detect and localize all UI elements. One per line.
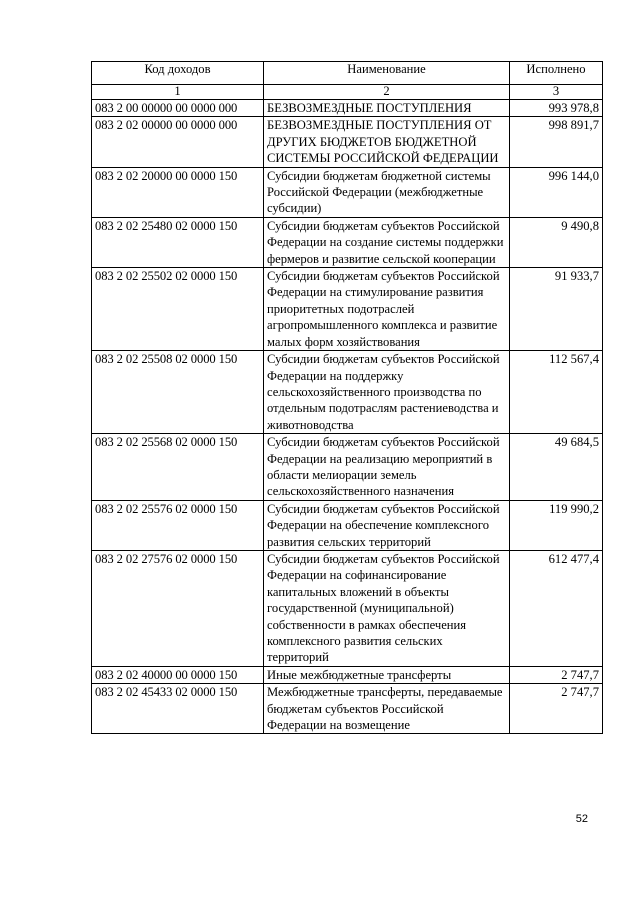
executed-value-cell: 112 567,4 [510,351,603,434]
executed-value-cell: 2 747,7 [510,684,603,734]
executed-value-cell: 993 978,8 [510,100,603,117]
revenue-name-cell: Субсидии бюджетам субъектов Российской Федерации на обеспечение комплексного развития сельских территорий [264,500,510,550]
table-row [92,217,603,267]
executed-value-cell: 9 490,8 [510,217,603,267]
revenue-code-cell: 083 2 02 25502 02 0000 150 [92,268,264,351]
revenue-name-cell: Субсидии бюджетам субъектов Российской Федерации на софинансирование капитальных вложений в объекты государственной (муниципальной) собственности в рамках обеспечения комплексного развития сельских территорий [264,550,510,666]
executed-value-cell: 998 891,7 [510,117,603,167]
revenue-code-cell: 083 2 02 45433 02 0000 150 [92,684,264,734]
revenue-name-cell: Субсидии бюджетам субъектов Российской Федерации на создание системы поддержки фермеров и развитие сельской кооперации [264,217,510,267]
revenue-name-cell: Межбюджетные трансферты, передаваемые бюджетам субъектов Российской Федерации на возмещение [264,684,510,734]
revenue-code-cell: 083 2 02 40000 00 0000 150 [92,666,264,683]
page-number: 52 [575,813,588,825]
revenue-code-cell: 083 2 02 25480 02 0000 150 [92,217,264,267]
column-number-row [92,85,603,100]
header-name: Наименование [264,62,510,85]
table-header-row [92,62,603,85]
header-code: Код доходов [92,62,264,85]
revenue-name-cell: Иные межбюджетные трансферты [264,666,510,683]
table-row [92,684,603,734]
executed-value-cell: 91 933,7 [510,268,603,351]
revenue-name-cell: Субсидии бюджетам субъектов Российской Федерации на поддержку сельскохозяйственного производства по отдельным подотраслям растениеводства и животноводства [264,351,510,434]
revenue-code-cell: 083 2 02 25576 02 0000 150 [92,500,264,550]
column-number-2: 2 [264,85,510,100]
table-row [92,666,603,683]
revenue-code-cell: 083 2 02 25508 02 0000 150 [92,351,264,434]
revenue-code-cell: 083 2 00 00000 00 0000 000 [92,100,264,117]
executed-value-cell: 49 684,5 [510,434,603,501]
revenue-name-cell: БЕЗВОЗМЕЗДНЫЕ ПОСТУПЛЕНИЯ ОТ ДРУГИХ БЮДЖЕТОВ БЮДЖЕТНОЙ СИСТЕМЫ РОССИЙСКОЙ ФЕДЕРАЦИИ [264,117,510,167]
table-row [92,500,603,550]
table-row [92,351,603,434]
column-number-3: 3 [510,85,603,100]
revenue-code-cell: 083 2 02 25568 02 0000 150 [92,434,264,501]
revenue-name-cell: Субсидии бюджетам бюджетной системы Российской Федерации (межбюджетные субсидии) [264,167,510,217]
executed-value-cell: 119 990,2 [510,500,603,550]
revenue-name-cell: Субсидии бюджетам субъектов Российской Федерации на реализацию мероприятий в области мелиорации земель сельскохозяйственного назначения [264,434,510,501]
table-row [92,117,603,167]
table-row [92,167,603,217]
executed-value-cell: 612 477,4 [510,550,603,666]
header-executed: Исполнено [510,62,603,85]
table-row [92,268,603,351]
revenue-code-cell: 083 2 02 00000 00 0000 000 [92,117,264,167]
executed-value-cell: 2 747,7 [510,666,603,683]
revenue-code-cell: 083 2 02 20000 00 0000 150 [92,167,264,217]
revenue-code-cell: 083 2 02 27576 02 0000 150 [92,550,264,666]
table-row [92,550,603,666]
column-number-1: 1 [92,85,264,100]
table-row [92,434,603,501]
table-row [92,100,603,117]
revenue-name-cell: Субсидии бюджетам субъектов Российской Федерации на стимулирование развития приоритетных подотраслей агропромышленного комплекса и развитие малых форм хозяйствования [264,268,510,351]
executed-value-cell: 996 144,0 [510,167,603,217]
revenue-name-cell: БЕЗВОЗМЕЗДНЫЕ ПОСТУПЛЕНИЯ [264,100,510,117]
table-body [92,100,603,734]
revenue-table [91,61,603,734]
